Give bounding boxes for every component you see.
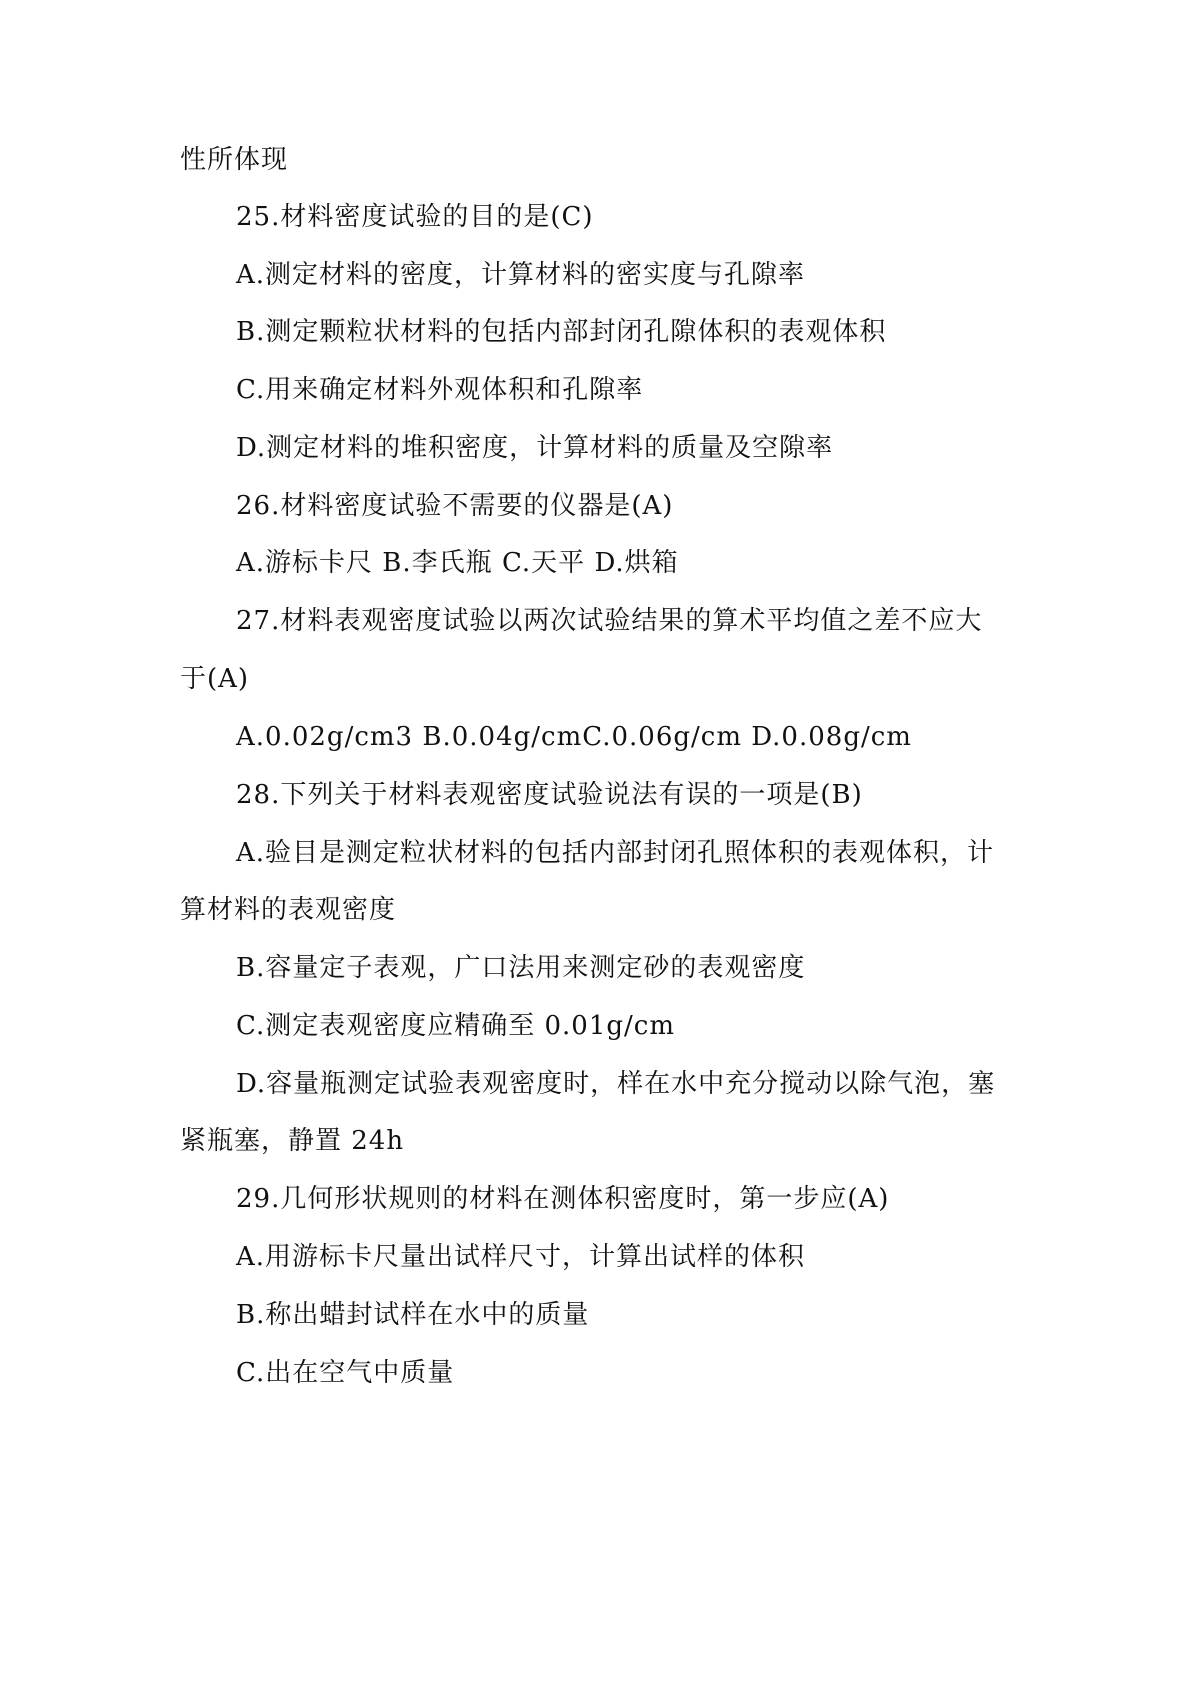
question-25-option-d: D.测定材料的堆积密度，计算材料的质量及空隙率 bbox=[236, 433, 834, 463]
question-28-option-c: C.测定表观密度应精确至 0.01g/cm bbox=[236, 1011, 676, 1041]
question-25-option-c: C.用来确定材料外观体积和孔隙率 bbox=[236, 375, 644, 405]
question-29: 29.几何形状规则的材料在测体积密度时，第一步应(A) bbox=[236, 1184, 890, 1214]
question-25-option-a: A.测定材料的密度，计算材料的密实度与孔隙率 bbox=[236, 260, 806, 290]
question-29-option-b: B.称出蜡封试样在水中的质量 bbox=[236, 1300, 590, 1330]
question-26: 26.材料密度试验不需要的仪器是(A) bbox=[236, 491, 674, 521]
question-28-option-a: A.验目是测定粒状材料的包括内部封闭孔照体积的表观体积，计 bbox=[236, 838, 995, 868]
question-27-continuation: 于(A) bbox=[180, 664, 250, 694]
question-29-option-c: C.出在空气中质量 bbox=[236, 1358, 455, 1388]
question-25-option-b: B.测定颗粒状材料的包括内部封闭孔隙体积的表观体积 bbox=[236, 317, 887, 347]
question-28-option-b: B.容量定子表观，广口法用来测定砂的表观密度 bbox=[236, 953, 806, 983]
question-28-option-a-continuation: 算材料的表观密度 bbox=[180, 895, 397, 925]
text-line-continuation: 性所体现 bbox=[180, 145, 289, 175]
question-29-option-a: A.用游标卡尺量出试样尺寸，计算出试样的体积 bbox=[236, 1242, 806, 1272]
question-26-options: A.游标卡尺 B.李氏瓶 C.天平 D.烘箱 bbox=[236, 548, 679, 578]
question-27-options: A.0.02g/cm3 B.0.04g/cmC.0.06g/cm D.0.08g/cm bbox=[236, 722, 912, 752]
question-25: 25.材料密度试验的目的是(C) bbox=[236, 202, 594, 232]
question-28-option-d: D.容量瓶测定试验表观密度时，样在水中充分搅动以除气泡，塞 bbox=[236, 1069, 996, 1099]
question-28: 28.下列关于材料表观密度试验说法有误的一项是(B) bbox=[236, 780, 863, 810]
question-28-option-d-continuation: 紧瓶塞，静置 24h bbox=[180, 1126, 405, 1156]
question-27: 27.材料表观密度试验以两次试验结果的算术平均值之差不应大 bbox=[236, 606, 983, 636]
